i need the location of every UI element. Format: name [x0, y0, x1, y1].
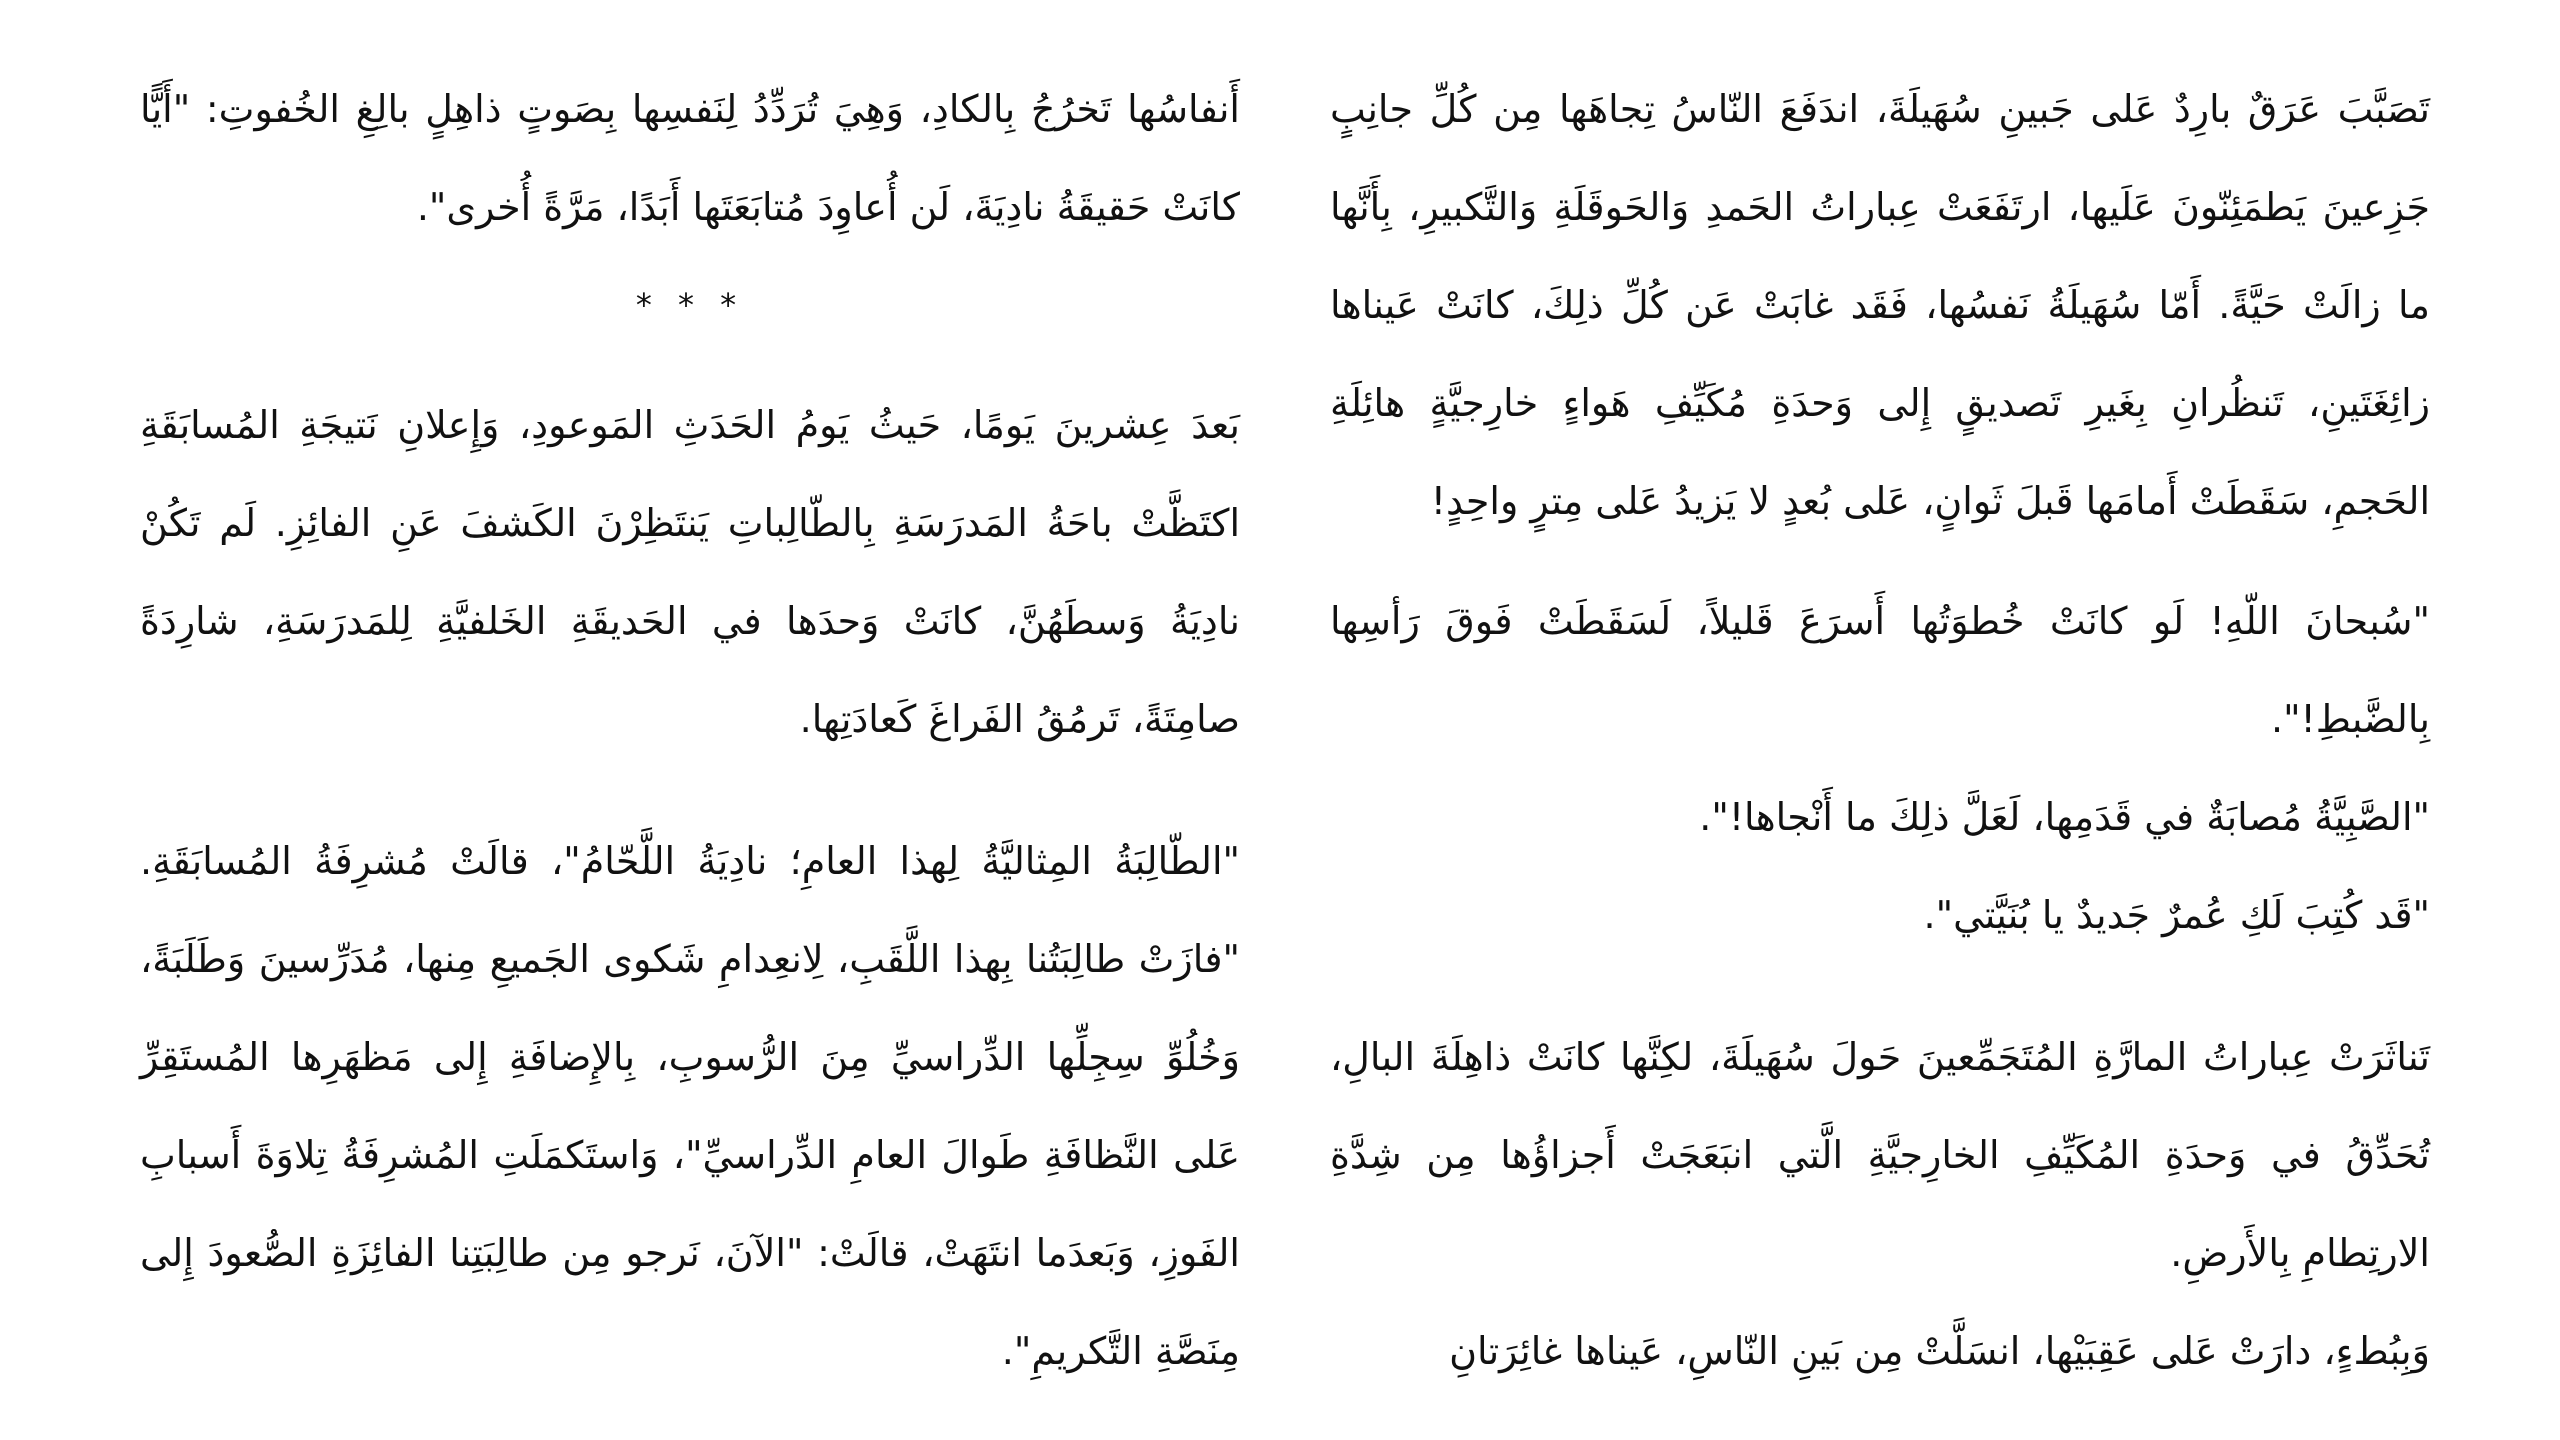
right-page-text: [1330, 60, 2430, 1400]
section-separator: * * *: [635, 286, 745, 324]
paragraph-subhan-allah: "سُبحانَ اللّهِ! لَو كانَتْ خُطوَتُها أَسرَعَ قَليلاً، لَسَقَطَتْ فَوقَ رَأسِها بِالضَّبطِ!".: [1330, 599, 2430, 741]
paragraph-twenty-days: بَعدَ عِشرينَ يَومًا، حَيثُ يَومُ الحَدَثِ المَوعودِ، وَإِعلانِ نَتيجَةِ المُسابَقَةِ اكتَظَّتْ باحَةُ المَدرَسَةِ بِالطّالِباتِ يَنتَظِرْنَ الكَشفَ عَنِ الفائِزِ. لَم تَكُنْ نادِيَةُ وَسطَهُنَّ، كانَتْ وَحدَها في الحَديقَةِ الخَلفيَّةِ لِلمَدرَسَةِ، شارِدَةً صامِتَةً، تَرمُقُ الفَراغَ كَعادَتِها.: [140, 403, 1240, 741]
paragraph-new-life: "قَد كُتِبَ لَكِ عُمرٌ جَديدٌ يا بُنَيَّتي".: [1923, 893, 2430, 937]
paragraph-injured-foot: "الصَّبِيَّةُ مُصابَةٌ في قَدَمِها، لَعَلَّ ذلِكَ ما أَنْجاها!".: [1699, 795, 2430, 839]
paragraph-sweat: تَصَبَّبَ عَرَقٌ بارِدٌ عَلى جَبينِ سُهَيلَةَ، اندَفَعَ النّاسُ تِجاهَها مِن كُلِّ جانِبٍ جَزِعينَ يَطمَئِنّونَ عَلَيها، ارتَفَعَتْ عِباراتُ الحَمدِ وَالحَوقَلَةِ وَالتَّكبيرِ، بِأَنَّها ما زالَتْ حَيَّةً. أَمّا سُهَيلَةُ نَفسُها، فَقَد غابَتْ عَن كُلِّ ذلِكَ، كانَتْ عَيناها زائِغَتَينِ، تَنظُرانِ بِغَيرِ تَصديقٍ إِلى وَحدَةِ مُكَيِّفِ هَواءٍ خارِجيَّةٍ هائِلَةِ الحَجمِ، سَقَطَتْ أَمامَها قَبلَ ثَوانٍ، عَلى بُعدٍ لا يَزيدُ عَلى مِترٍ واحِدٍ!: [1330, 87, 2430, 523]
paragraph-ideal-student: "الطّالِبَةُ المِثاليَّةُ لِهذا العامِ؛ نادِيَةُ اللَّحّامُ"، قالَتْ مُشرِفَةُ المُسابَقَةِ. "فازَتْ طالِبَتُنا بِهذا اللَّقَبِ، لِانعِدامِ شَكوى الجَميعِ مِنها، مُدَرِّسينَ وَطَلَبَةً، وَخُلُوِّ سِجِلِّها الدِّراسيِّ مِنَ الرُّسوبِ، بِالإِضافَةِ إِلى مَظهَرِها المُستَقِرِّ عَلى النَّظافَةِ طَوالَ العامِ الدِّراسيِّ"، وَاستَكمَلَتِ المُشرِفَةُ تِلاوَةَ أَسبابِ الفَوزِ، وَبَعدَما انتَهَتْ، قالَتْ: "الآنَ، نَرجو مِن طالِبَتِنا الفائِزَةِ الصُّعودَ إِلى مِنَصَّةِ التَّكريمِ".: [140, 839, 1240, 1373]
left-page-text: [140, 60, 1240, 1400]
paragraph-scattered-phrases: تَناثَرَتْ عِباراتُ المارَّةِ المُتَجَمِّعينَ حَولَ سُهَيلَةَ، لكِنَّها كانَتْ ذاهِلَةَ البالِ، تُحَدِّقُ في وَحدَةِ المُكَيِّفِ الخارِجيَّةِ الَّتي انبَعَجَتْ أَجزاؤُها مِن شِدَّةِ الارتِطامِ بِالأَرضِ.: [1330, 1035, 2430, 1275]
paragraph-breath: أَنفاسُها تَخرُجُ بِالكادِ، وَهِيَ تُرَدِّدُ لِنَفسِها بِصَوتٍ ذاهِلٍ بالِغِ الخُفوتِ: "أَيًّا كانَتْ حَقيقَةُ نادِيَةَ، لَن أُعاوِدَ مُتابَعَتَها أَبَدًا، مَرَّةً أُخرى".: [140, 87, 1240, 229]
paragraph-slowly-turned: وَبِبُطءٍ، دارَتْ عَلى عَقِبَيْها، انسَلَّتْ مِن بَينِ النّاسِ، عَيناها غائِرَتانِ: [1449, 1329, 2430, 1373]
